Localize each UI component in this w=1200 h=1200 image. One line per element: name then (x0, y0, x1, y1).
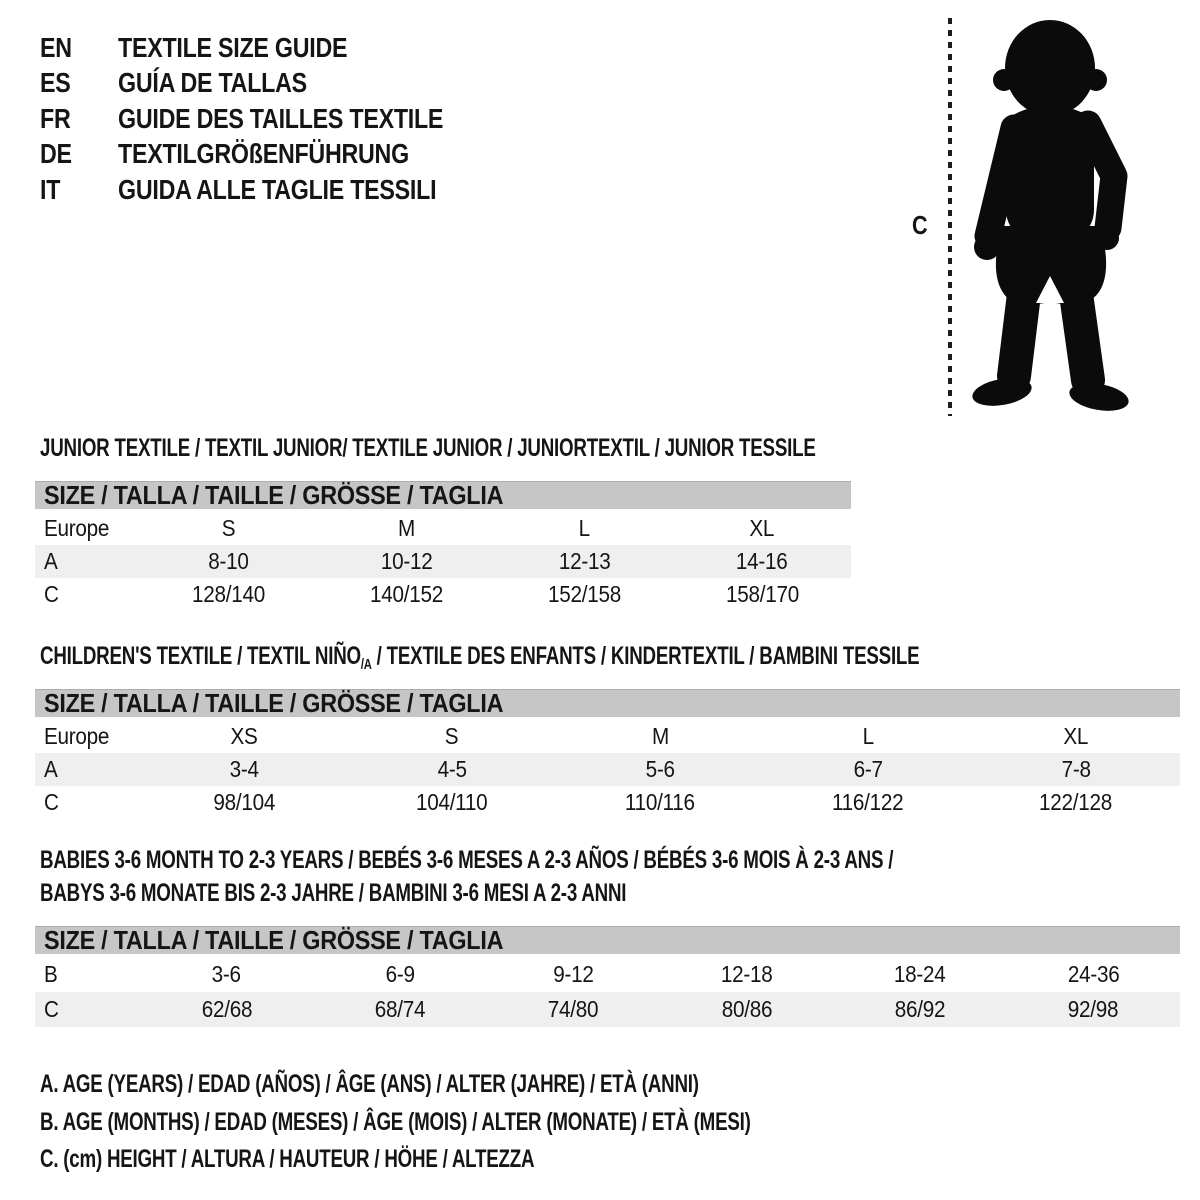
size-cell: XS (230, 723, 258, 749)
table-row-height-cm (35, 578, 851, 611)
legend-height-cm: C. (cm) HEIGHT / ALTURA / HAUTEUR / HÖHE / ALTEZZA (40, 1145, 535, 1174)
age-cell: 7-8 (1061, 756, 1091, 782)
language-title: GUIDA ALLE TAGLIE TESSILI (118, 173, 437, 205)
legend-age-years: A. AGE (YEARS) / EDAD (AÑOS) / ÂGE (ANS) / ALTER (JAHRE) / ETÀ (ANNI) (40, 1070, 699, 1099)
size-cell: S (222, 515, 236, 541)
language-code: IT (40, 173, 61, 205)
table-row-age-years (35, 753, 1180, 786)
age-cell: 6-9 (385, 961, 415, 987)
measure-c-label: C (912, 210, 928, 240)
age-cell: 3-6 (212, 961, 242, 987)
height-cell: 80/86 (721, 996, 772, 1022)
height-cell: 140/152 (370, 581, 444, 607)
size-cell: L (578, 515, 590, 541)
language-title: TEXTILGRÖßENFÜHRUNG (118, 138, 409, 170)
size-cell: XL (749, 515, 775, 541)
table-row-age-years (35, 545, 851, 578)
language-title: GUIDE DES TAILLES TEXTILE (118, 102, 444, 134)
junior-section-title: JUNIOR TEXTILE / TEXTIL JUNIOR/ TEXTILE JUNIOR / JUNIORTEXTIL / JUNIOR TESSILE (40, 434, 816, 462)
height-cell: 122/128 (1039, 789, 1113, 815)
language-row-fr (40, 101, 510, 137)
babies-title-line2: BABYS 3-6 MONATE BIS 2-3 JAHRE / BAMBINI 3-6 MESI A 2-3 ANNI (40, 879, 627, 907)
size-cell: XL (1063, 723, 1089, 749)
size-header-bar: SIZE / TALLA / TAILLE / GRÖSSE / TAGLIA (35, 926, 1180, 954)
size-cell: M (398, 515, 416, 541)
age-cell: 9-12 (553, 961, 594, 987)
height-measure-dashed-line (948, 18, 952, 416)
row-label: C (44, 581, 59, 607)
babies-size-table (35, 926, 1180, 1027)
language-title: GUÍA DE TALLAS (118, 67, 307, 99)
language-title-list (40, 30, 510, 208)
height-cell: 68/74 (374, 996, 426, 1022)
height-cell: 158/170 (725, 581, 799, 607)
age-cell: 10-12 (380, 548, 433, 574)
height-cell: 104/110 (416, 789, 488, 815)
age-cell: 5-6 (645, 756, 675, 782)
age-cell: 12-18 (720, 961, 773, 987)
age-cell: 3-4 (229, 756, 259, 782)
height-cell: 74/80 (548, 996, 599, 1022)
babies-section-title (40, 845, 1178, 911)
height-cell: 98/104 (213, 789, 275, 815)
height-cell: 152/158 (547, 581, 621, 607)
height-cell: 86/92 (894, 996, 946, 1022)
row-label: B (44, 961, 58, 987)
height-cell: 62/68 (201, 996, 252, 1022)
size-cell: S (445, 723, 459, 749)
row-label: Europe (44, 723, 110, 749)
age-cell: 4-5 (437, 756, 467, 782)
age-cell: 6-7 (853, 756, 883, 782)
size-cell: M (651, 723, 669, 749)
table-row-europe (35, 720, 1180, 753)
nino-a-subscript: /A (360, 656, 372, 673)
age-cell: 12-13 (558, 548, 611, 574)
children-size-table (35, 689, 1180, 819)
language-title: TEXTILE SIZE GUIDE (118, 31, 348, 63)
row-label: C (44, 996, 59, 1022)
age-cell: 14-16 (736, 548, 788, 574)
table-row-height-cm (35, 992, 1180, 1027)
language-code: EN (40, 31, 72, 63)
table-row-height-cm (35, 786, 1180, 819)
measurement-legend (40, 1066, 988, 1179)
table-row-europe (35, 512, 851, 545)
age-cell: 18-24 (894, 961, 946, 987)
size-header-bar: SIZE / TALLA / TAILLE / GRÖSSE / TAGLIA (35, 689, 1180, 717)
language-code: ES (40, 67, 71, 99)
table-row-age-months (35, 957, 1180, 992)
height-cell: 128/140 (192, 581, 266, 607)
junior-size-table (35, 481, 851, 611)
babies-title-line1: BABIES 3-6 MONTH TO 2-3 YEARS / BEBÉS 3-6 MESES A 2-3 AÑOS / BÉBÉS 3-6 MOIS À 2-3 ANS / (40, 846, 894, 874)
language-row-en (40, 30, 510, 66)
toddler-silhouette-icon (958, 16, 1142, 418)
height-cell: 110/116 (625, 789, 695, 815)
legend-age-months: B. AGE (MONTHS) / EDAD (MESES) / ÂGE (MOIS) / ALTER (MONATE) / ETÀ (MESI) (40, 1107, 751, 1136)
row-label: Europe (44, 515, 110, 541)
height-cell: 92/98 (1068, 996, 1119, 1022)
age-cell: 8-10 (208, 548, 250, 574)
height-cell: 116/122 (832, 789, 904, 815)
row-label: A (44, 548, 58, 574)
language-row-es (40, 66, 510, 102)
language-row-it (40, 172, 510, 208)
language-code: FR (40, 102, 71, 134)
language-code: DE (40, 138, 72, 170)
row-label: C (44, 789, 59, 815)
children-section-title: CHILDREN'S TEXTILE / TEXTIL $NIÑO_{/A}$ / TEXTILE DES ENFANTS / KINDERTEXTIL / BAMBINI TESSILE (40, 642, 920, 673)
row-label: A (44, 756, 58, 782)
size-header-bar: SIZE / TALLA / TAILLE / GRÖSSE / TAGLIA (35, 481, 851, 509)
age-cell: 24-36 (1067, 961, 1120, 987)
language-row-de (40, 137, 510, 173)
size-cell: L (862, 723, 874, 749)
